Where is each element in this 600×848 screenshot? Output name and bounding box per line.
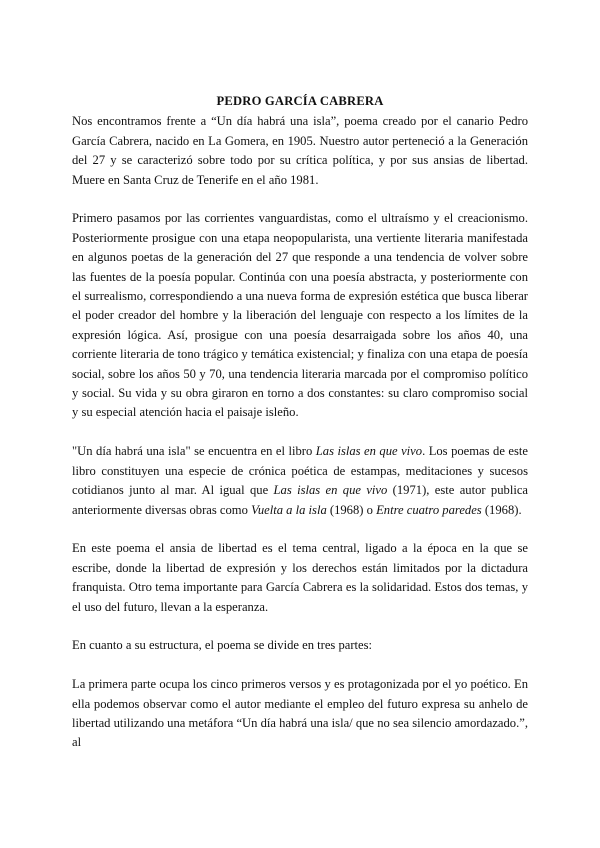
- paragraph-text: (1971), este autor publica anteriormente diversas obras como: [72, 483, 529, 517]
- book-title-las-islas: Las islas en que vivo: [315, 444, 423, 459]
- book-title-entre-cuatro-paredes: Entre cuatro paredes: [376, 502, 482, 517]
- document-title: PEDRO GARCÍA CABRERA: [216, 94, 384, 108]
- paragraph-first-part: La primera parte ocupa los cinco primeros versos y es protagonizada por el yo poético. En ella podemos observar como el autor mediante el empleo del futuro expresa su anhelo de libertad utilizando una metáfora “Un día habrá una isla/ que no sea silencio amordazado.”, al: [72, 677, 528, 750]
- paragraph-structure: En cuanto a su estructura, el poema se divide en tres partes:: [72, 638, 373, 653]
- paragraph-themes: En este poema el ansia de libertad es el tema central, ligado a la época en la que se escribe, donde la libertad de expresión y los derechos están limitados por la dictadura franquista. Otro tema importante para García Cabrera es la solidaridad. Estos dos temas, y el uso del futuro, llevan a la esperanza.: [72, 541, 528, 614]
- paragraph-literary-stages: Primero pasamos por las corrientes vanguardistas, como el ultraísmo y el creacionismo. Posteriormente prosigue con una etapa neopopularista, una vertiente literaria manifestada en algunos poetas de la generación del 27 que responde a una tendencia de volver sobre las fuentes de la poesía popular. Continúa con una poesía abstracta, y posteriormente con el surrealismo, correspondiendo a una nueva forma de expresión estética que busca liberar el poder creador del hombre y la liberación del lenguaje con respecto a los límites de la expresión lógica. Así, prosigue con una poesía desarraigada sobre los años 40, una corriente literaria de tono trágico y temática existencial; y finaliza con una etapa de poesía social, sobre los años 50 y 70, una tendencia literaria marcada por el compromiso político y social. Su vida y su obra giraron en torno a dos constantes: su claro compromiso social y su especial atención hacia el paisaje isleño.: [72, 211, 528, 420]
- paragraph-text: "Un día habrá una isla" se encuentra en el libro: [72, 444, 316, 459]
- paragraph-book-context: [72, 442, 528, 520]
- paragraph-intro: Nos encontramos frente a “Un día habrá una isla”, poema creado por el canario Pedro García Cabrera, nacido en La Gomera, en 1905. Nuestro autor perteneció a la Generación del 27 y se caracterizó sobre todo por su crítica política, y por sus ansias de libertad. Muere en Santa Cruz de Tenerife en el año 1981.: [72, 114, 528, 187]
- book-title-vuelta-a-la-isla: Vuelta a la isla: [251, 502, 327, 517]
- paragraph-text: (1968) o: [326, 502, 377, 517]
- paragraph-text: (1968).: [481, 502, 522, 517]
- paragraph-text: . Los poemas de este libro constituyen una especie de crónica poética de estampas, meditaciones y sucesos cotidianos junto al mar. Al igual que: [72, 444, 528, 498]
- book-title-las-islas-2: Las islas en que vivo: [273, 483, 388, 498]
- document-body: [72, 92, 528, 772]
